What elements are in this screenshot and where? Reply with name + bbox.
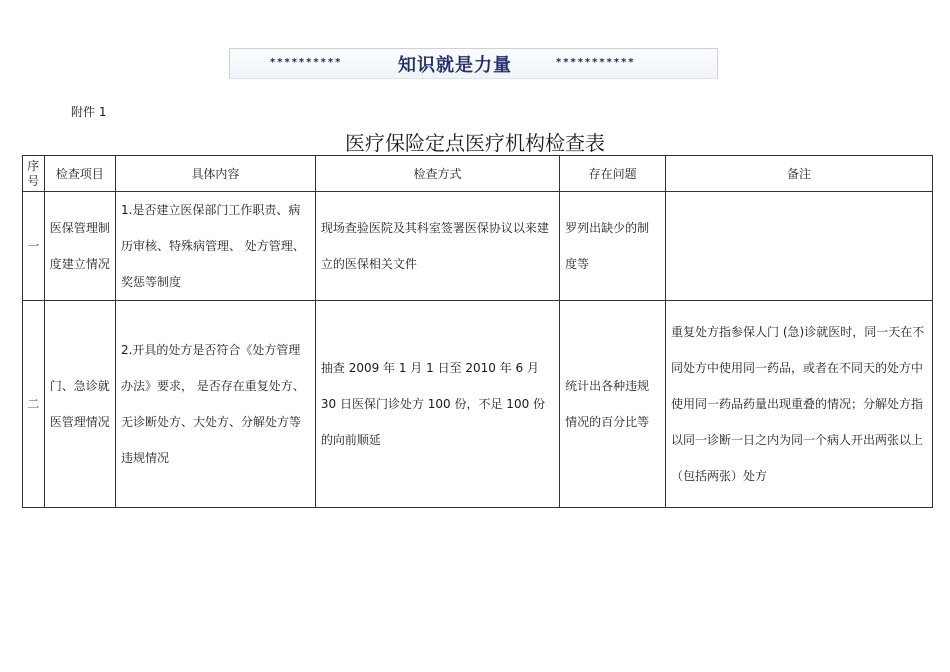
header-banner: [229, 48, 718, 79]
row-item: 门、急诊就医管理情况: [44, 301, 115, 508]
row-item: 医保管理制度建立情况: [44, 192, 115, 301]
document-title: 医疗保险定点医疗机构检查表: [345, 131, 605, 155]
attachment-label: 附件 1: [71, 105, 107, 119]
header-note: 备注: [666, 156, 933, 192]
row-issue: 统计出各种违规情况的百分比等: [560, 301, 666, 508]
header-content: 具体内容: [115, 156, 315, 192]
header-issue: 存在问题: [560, 156, 666, 192]
banner-stars-right: ***********: [556, 57, 636, 68]
row-seq: 一: [23, 192, 45, 301]
table-header-row: [23, 156, 933, 192]
row-seq: 二: [23, 301, 45, 508]
header-seq: 序号: [23, 156, 45, 192]
row-content: 2.开具的处方是否符合《处方管理办法》要求， 是否存在重复处方、无诊断处方、大处方、分解处方等违规情况: [115, 301, 315, 508]
row-note: 重复处方指参保人门 (急)诊就医时，同一天在不同处方中使用同一药品，或者在不同天的处方中使用同一药品药量出现重叠的情况；分解处方指以同一诊断一日之内为同一个病人开出两张以上（包括两张）处方: [666, 301, 933, 508]
inspection-table: [22, 155, 933, 508]
banner-slogan: 知识就是力量: [398, 55, 512, 76]
header-method: 检查方式: [315, 156, 559, 192]
row-method: 现场查验医院及其科室签署医保协议以来建立的医保相关文件: [315, 192, 559, 301]
header-item: 检查项目: [44, 156, 115, 192]
row-method: 抽查 2009 年 1 月 1 日至 2010 年 6 月 30 日医保门诊处方 100 份，不足 100 份的向前顺延: [315, 301, 559, 508]
banner-stars-left: **********: [270, 57, 343, 68]
row-note: [666, 192, 933, 301]
table-row: [23, 192, 933, 301]
row-issue: 罗列出缺少的制度等: [560, 192, 666, 301]
row-content: 1.是否建立医保部门工作职责、病历审核、特殊病管理、 处方管理、奖惩等制度: [115, 192, 315, 301]
table-row: [23, 301, 933, 508]
